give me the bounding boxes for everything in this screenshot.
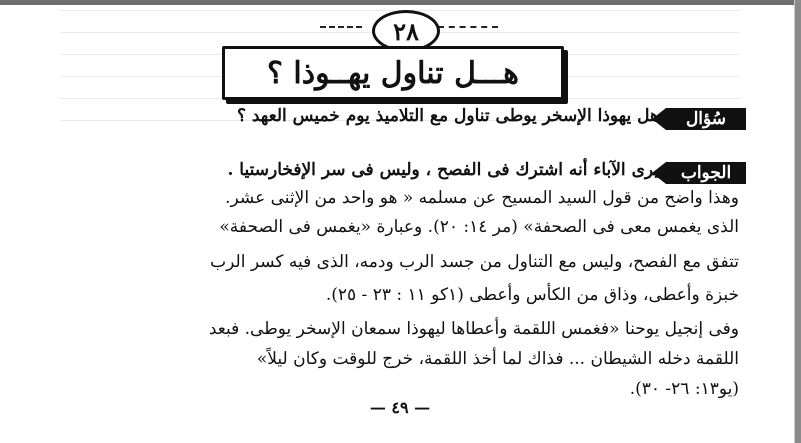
right-edge-line: [794, 0, 795, 443]
body-line: الذى يغمس معى فى الصحفة» (مر ١٤: ٢٠). وعبارة «يغمس فى الصحفة»: [219, 217, 739, 237]
answer-label: الجواب: [666, 162, 746, 184]
right-scroll-edge: [795, 0, 801, 443]
body-line: وهذا واضح من قول السيد المسيح عن مسلمه « هو واحد من الإثنى عشر.: [225, 188, 739, 208]
section-number-badge: [340, 8, 460, 46]
body-line: تتفق مع الفصح، وليس مع التناول من جسد الرب ودمه، الذى فيه كسر الرب: [210, 252, 739, 272]
section-number: ٢٨: [372, 10, 440, 52]
dash-right: [438, 26, 498, 28]
body-line: اللقمة دخله الشيطان ... فذاك لما أخذ اللقمة، خرج للوقت وكان ليلاً»: [256, 349, 739, 369]
page-title: هـــل تناول يهــوذا ؟: [222, 46, 564, 100]
question-label: سُؤال: [666, 108, 746, 130]
dash-left: [320, 26, 362, 28]
question-text: هل يهوذا الإسخر يوطى تناول مع التلاميذ يوم خميس العهد ؟: [236, 106, 659, 126]
body-line: خبزة وأعطى، وذاق من الكأس وأعطى (١كو ١١ : ٢٣ - ٢٥).: [325, 285, 739, 305]
answer-lead: يرى الآباء أنه اشترك فى الفصح ، وليس فى سر الإفخارستيا .: [227, 160, 659, 180]
body-line: وفى إنجيل يوحنا «فغمس اللقمة وأعطاها ليهوذا سمعان الإسخر يوطى. فبعد: [208, 319, 739, 339]
top-border: [0, 0, 801, 5]
body-line: (يو١٣: ٢٦- ٣٠).: [629, 379, 739, 399]
page-number: — ٤٩ —: [369, 398, 431, 417]
